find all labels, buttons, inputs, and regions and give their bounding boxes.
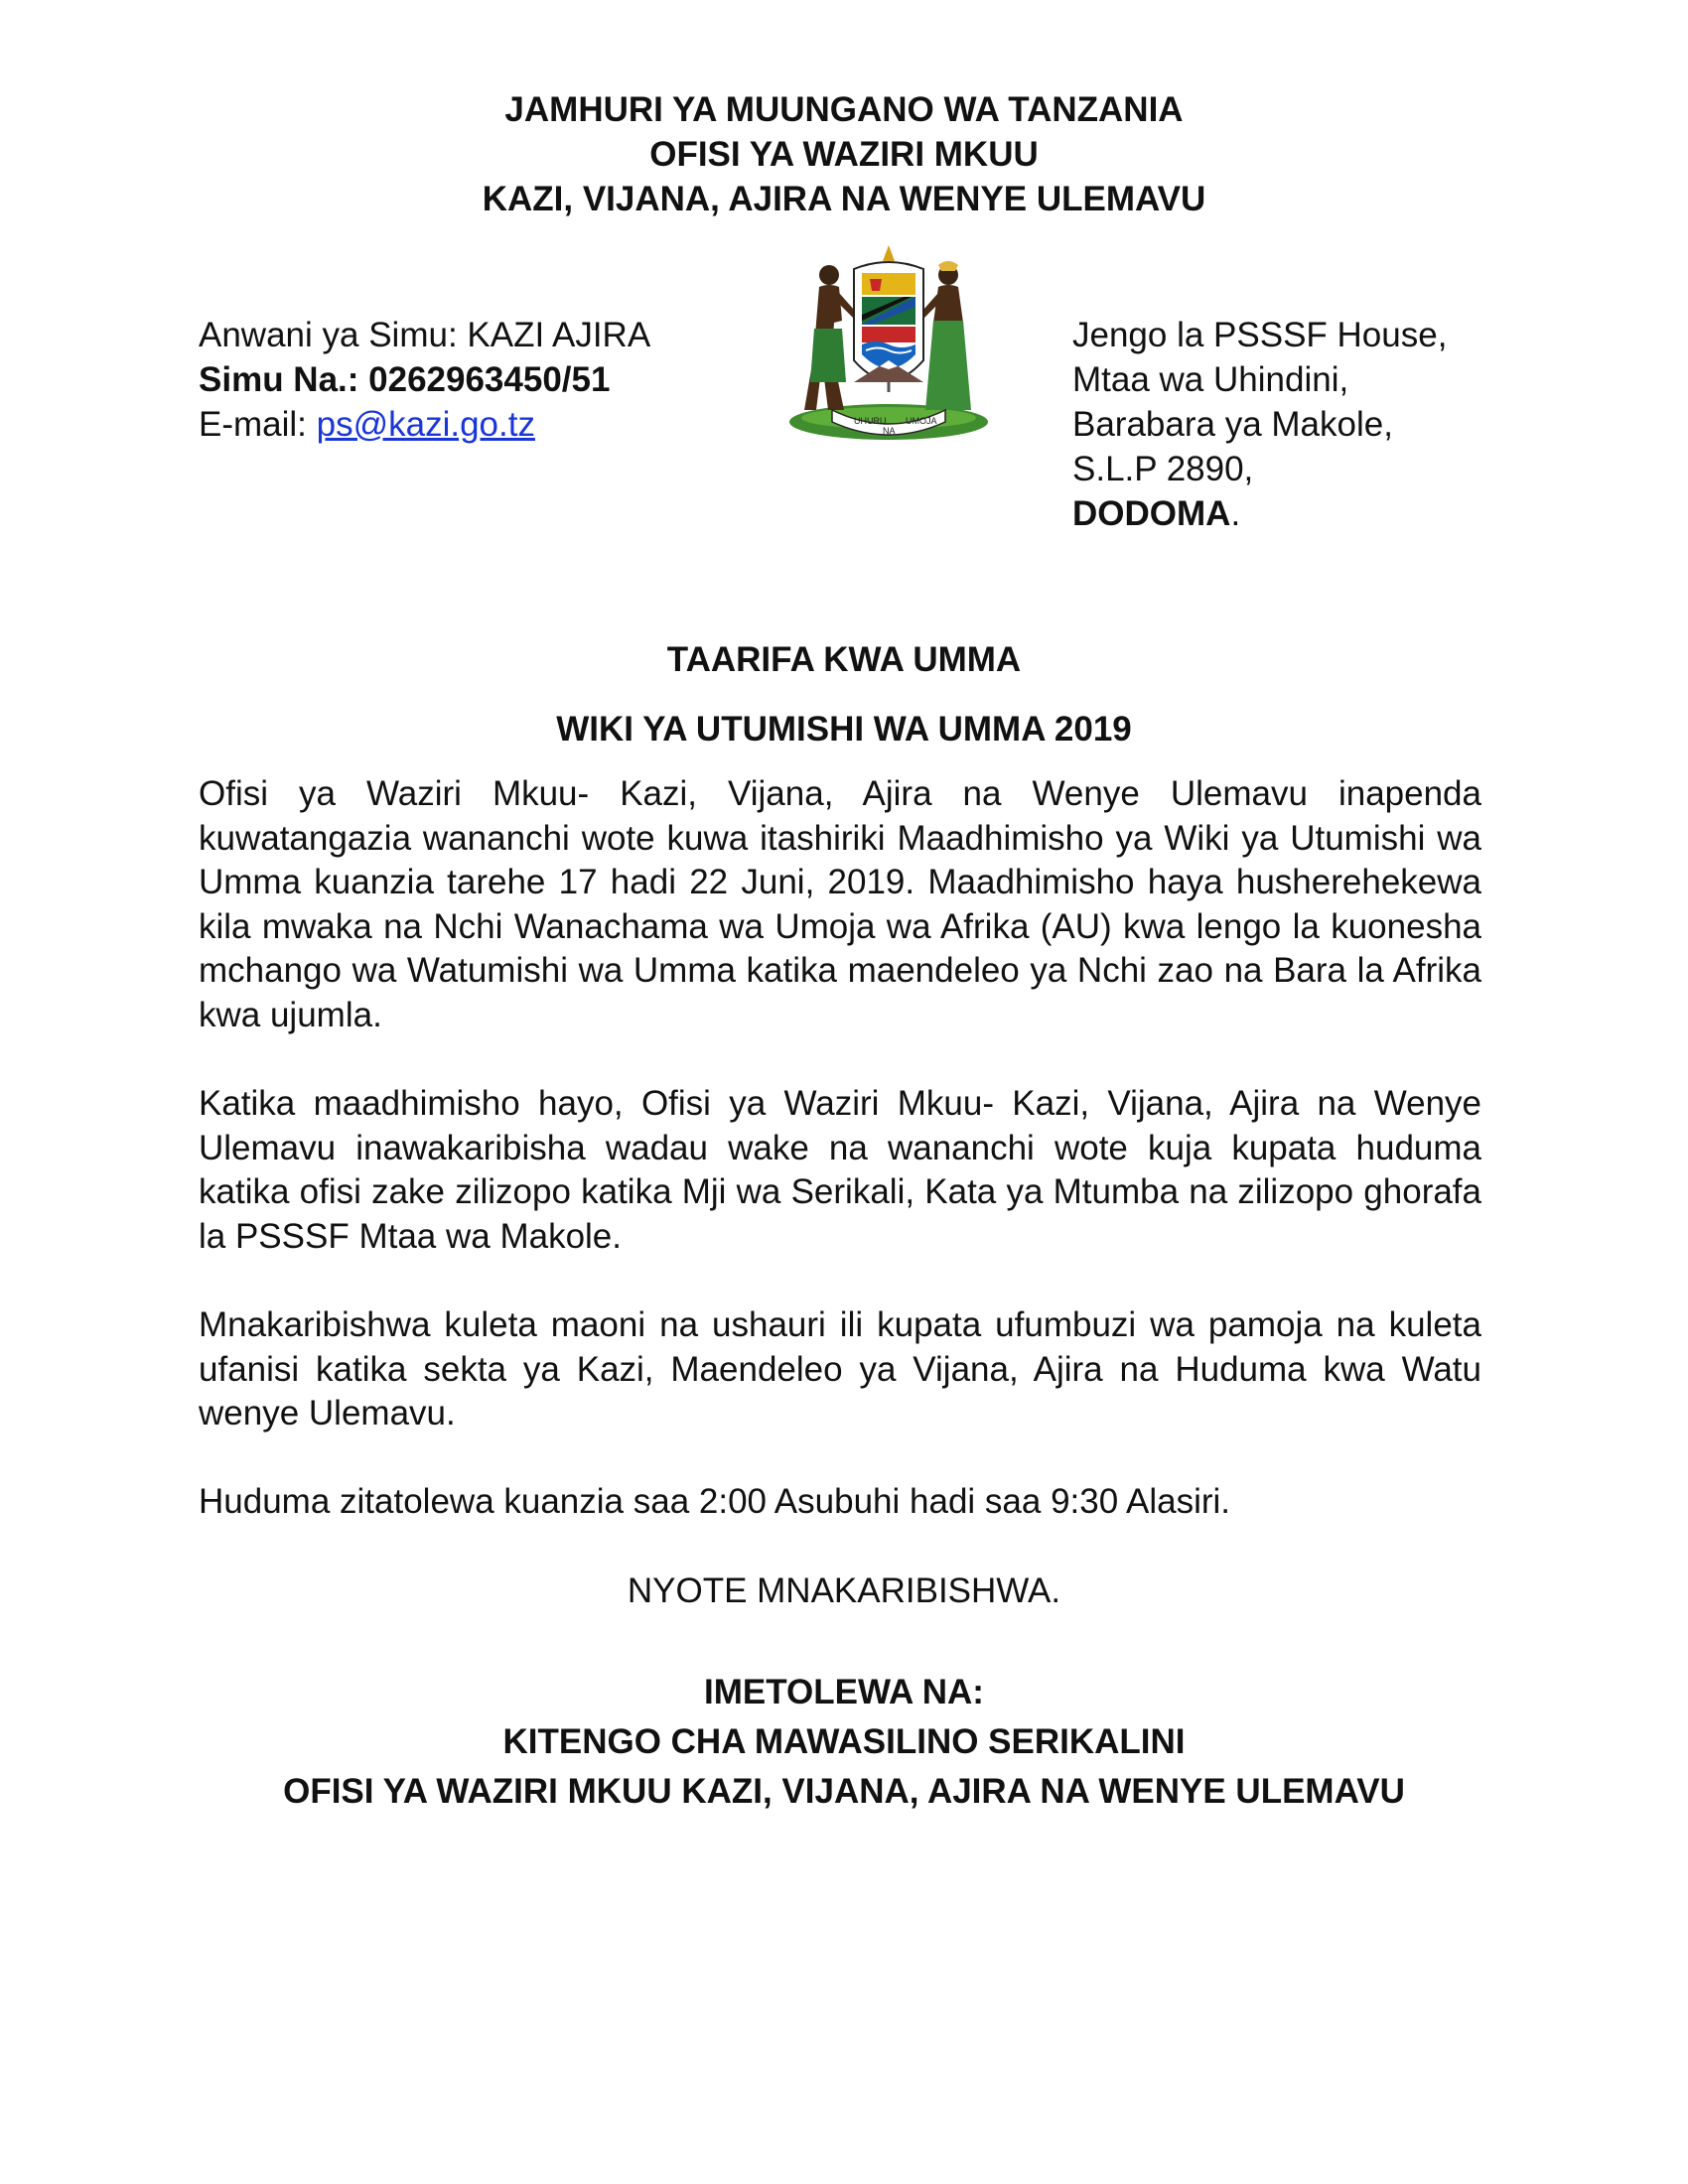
motto-mid: NA	[883, 426, 896, 436]
motto-right: UMOJA	[906, 416, 937, 426]
email-row	[199, 402, 650, 447]
address-street: Mtaa wa Uhindini,	[1072, 360, 1349, 399]
email-link[interactable]: ps@kazi.go.tz	[316, 405, 535, 444]
address-po-box: S.L.P 2890,	[1072, 450, 1254, 488]
phone-number: Simu Na.: 0262963450/51	[199, 360, 611, 399]
issued-by-office: OFISI YA WAZIRI MKUU KAZI, VIJANA, AJIRA NA WENYE ULEMAVU	[283, 1772, 1405, 1811]
header-country: JAMHURI YA MUUNGANO WA TANZANIA	[504, 90, 1184, 129]
notice-title: TAARIFA KWA UMMA	[666, 640, 1022, 679]
address-city-suffix: .	[1230, 494, 1241, 533]
tanzania-coat-of-arms-icon	[784, 243, 993, 447]
email-label: E-mail:	[199, 405, 317, 444]
telegram-address: Anwani ya Simu: KAZI AJIRA	[199, 316, 651, 354]
address-city-row	[1072, 491, 1447, 536]
motto-left: UHURU	[854, 416, 887, 426]
notice-subtitle: WIKI YA UTUMISHI WA UMMA 2019	[556, 710, 1132, 749]
address-road: Barabara ya Makole,	[1072, 405, 1393, 444]
contact-block	[199, 313, 650, 447]
paragraph-announcement: Ofisi ya Waziri Mkuu- Kazi, Vijana, Ajira na Wenye Ulemavu inapenda kuwatangazia wananchi wote kuwa itashiriki Maadhimisho ya Wiki ya Utumishi wa Umma kuanzia tarehe 17 hadi 22 Juni, 2019. Maadhimisho haya husherehekewa kila mwaka na Nchi Wanachama wa Umoja wa Afrika (AU) kwa lengo la kuonesha mchango wa Watumishi wa Umma katika maendeleo ya Nchi zao na Bara la Afrika kwa ujumla.	[199, 774, 1481, 1034]
issued-by-label: IMETOLEWA NA:	[704, 1673, 984, 1711]
paragraph-invitation: Katika maadhimisho hayo, Ofisi ya Waziri Mkuu- Kazi, Vijana, Ajira na Wenye Ulemavu inawakaribisha wadau wake na wananchi wote kuja kupata huduma katika ofisi zake zilizopo katika Mji wa Serikali, Kata ya Mtumba na zilizopo ghorafa la PSSSF Mtaa wa Makole.	[199, 1084, 1481, 1256]
postal-address	[1072, 313, 1447, 536]
address-building: Jengo la PSSSF House,	[1072, 316, 1448, 354]
header-office: OFISI YA WAZIRI MKUU	[649, 135, 1039, 174]
closing-line: NYOTE MNAKARIBISHWA.	[627, 1571, 1061, 1610]
header-ministry: KAZI, VIJANA, AJIRA NA WENYE ULEMAVU	[482, 180, 1206, 218]
issued-by-block	[0, 1668, 1688, 1817]
issued-by-unit: KITENGO CHA MAWASILINO SERIKALINI	[502, 1722, 1186, 1761]
address-city: DODOMA	[1072, 494, 1231, 533]
paragraph-service-hours: Huduma zitatolewa kuanzia saa 2:00 Asubuhi hadi saa 9:30 Alasiri.	[199, 1482, 1230, 1521]
paragraph-feedback: Mnakaribishwa kuleta maoni na ushauri ili kupata ufumbuzi wa pamoja na kuleta ufanisi katika sekta ya Kazi, Maendeleo ya Vijana, Ajira na Huduma kwa Watu wenye Ulemavu.	[199, 1305, 1481, 1433]
ministry-header	[0, 87, 1688, 221]
